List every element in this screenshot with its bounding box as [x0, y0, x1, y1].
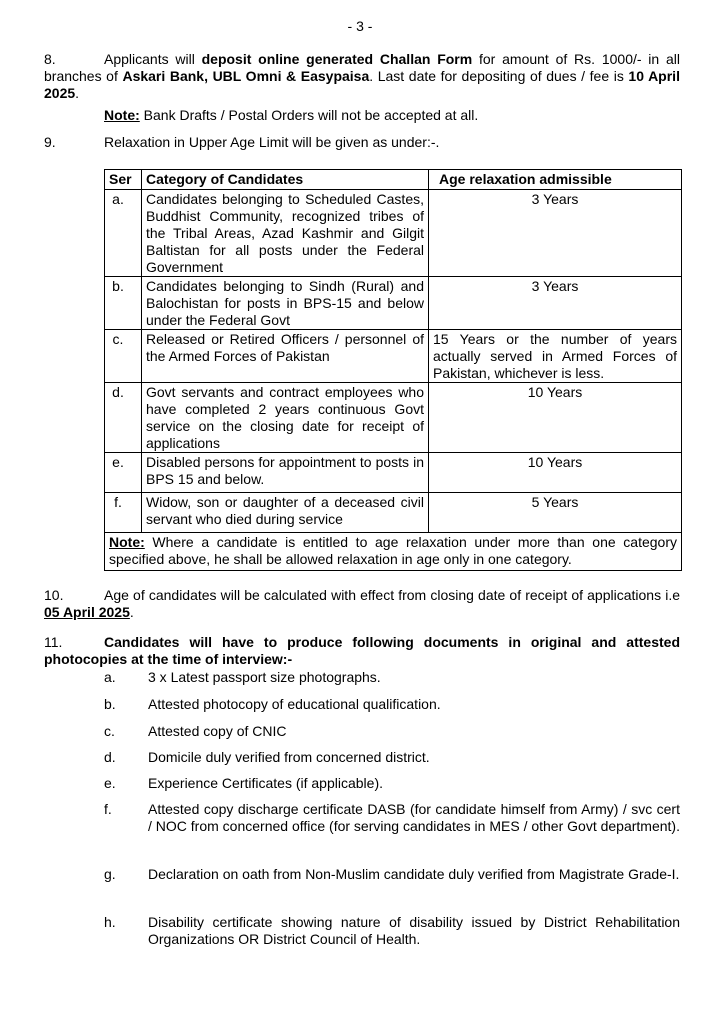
table-row	[105, 453, 682, 493]
ser-cell: e.	[105, 453, 142, 493]
paragraph-text: Age of candidates will be calculated with effect from closing date of receipt of applications i.e	[104, 587, 680, 603]
column-header: Age relaxation admissible	[429, 170, 682, 190]
list-item	[104, 866, 680, 883]
paragraph-number: 8.	[44, 51, 56, 67]
item-letter: b.	[104, 696, 116, 712]
table-note-row	[105, 533, 682, 571]
item-letter: h.	[104, 914, 116, 930]
list-item	[104, 723, 680, 740]
bold-text: Askari Bank, UBL Omni & Easypaisa	[122, 68, 370, 84]
bold-text: deposit online generated Challan Form	[201, 51, 473, 67]
table-note	[105, 533, 682, 571]
list-item	[104, 801, 680, 835]
category-cell: Released or Retired Officers / personnel of the Armed Forces of Pakistan	[142, 330, 429, 383]
category-cell: Disabled persons for appointment to posts in BPS 15 and below.	[142, 453, 429, 493]
category-cell: Candidates belonging to Sindh (Rural) and Balochistan for posts in BPS-15 and below under the Federal Govt	[142, 277, 429, 330]
paragraph-8	[44, 51, 680, 102]
column-header: Ser	[105, 170, 142, 190]
category-cell: Govt servants and contract employees who have completed 2 years continuous Govt service on the closing date for receipt of applications	[142, 383, 429, 453]
ser-cell: c.	[105, 330, 142, 383]
list-item	[104, 749, 680, 766]
item-text: Attested photocopy of educational qualification.	[148, 696, 441, 712]
age-cell: 3 Years	[429, 190, 682, 277]
paragraph-heading: Candidates will have to produce following documents in original and attested photocopies at the time of interview:-	[44, 634, 680, 667]
bank-draft-note	[104, 107, 478, 124]
item-text: Experience Certificates (if applicable).	[148, 775, 383, 791]
paragraph-number: 10.	[44, 587, 64, 603]
list-item	[104, 775, 680, 792]
item-text: Declaration on oath from Non-Muslim candidate duly verified from Magistrate Grade-I.	[148, 866, 680, 882]
age-cell: 10 Years	[429, 453, 682, 493]
paragraph-text: . Last date for depositing of dues / fee is	[369, 68, 629, 84]
paragraph-number: 9.	[44, 134, 56, 150]
category-cell: Candidates belonging to Scheduled Castes, Buddhist Community, recognized tribes of the Tribal Areas, Azad Kashmir and Gilgit Baltistan for all posts under the Federal Government	[142, 190, 429, 277]
note-label: Note:	[109, 534, 145, 550]
item-letter: f.	[104, 801, 112, 817]
item-letter: d.	[104, 749, 116, 765]
item-letter: e.	[104, 775, 116, 791]
paragraph-text: .	[129, 604, 134, 620]
item-text: Domicile duly verified from concerned district.	[148, 749, 430, 765]
age-cell: 3 Years	[429, 277, 682, 330]
age-relaxation-table	[104, 169, 682, 571]
paragraph-text: Applicants will	[104, 51, 202, 67]
list-item	[104, 669, 680, 686]
age-cell: 15 Years or the number of years actually served in Armed Forces of Pakistan, whichever is less.	[429, 330, 682, 383]
table-row	[105, 493, 682, 533]
item-letter: c.	[104, 723, 115, 739]
paragraph-text: Relaxation in Upper Age Limit will be given as under:-.	[104, 134, 440, 150]
age-cell: 10 Years	[429, 383, 682, 453]
paragraph-11	[44, 634, 680, 668]
item-letter: a.	[104, 669, 116, 685]
paragraph-number: 11.	[44, 634, 63, 650]
ser-cell: b.	[105, 277, 142, 330]
page-number: - 3 -	[347, 18, 373, 34]
ser-cell: d.	[105, 383, 142, 453]
table-row	[105, 277, 682, 330]
item-text: Attested copy discharge certificate DASB (for candidate himself from Army) / svc cert / NOC from concerned office (for serving candidates in MES / other Govt department).	[148, 801, 680, 834]
category-cell: Widow, son or daughter of a deceased civil servant who died during service	[142, 493, 429, 533]
table-header-row	[105, 170, 682, 190]
item-text: 3 x Latest passport size photographs.	[148, 669, 381, 685]
ser-cell: a.	[105, 190, 142, 277]
paragraph-text: .	[75, 85, 80, 101]
item-letter: g.	[104, 866, 116, 882]
paragraph-text: for amount of Rs. 1000/- in all branches of	[44, 51, 680, 84]
item-text: Disability certificate showing nature of disability issued by District Rehabilitation Organizations OR District Council of Health.	[148, 914, 680, 947]
table-row	[105, 330, 682, 383]
paragraph-9	[44, 134, 680, 151]
note-text: Bank Drafts / Postal Orders will not be accepted at all.	[139, 107, 479, 123]
note-text: Where a candidate is entitled to age relaxation under more than one category specified above, he shall be allowed relaxation in age only in one category.	[109, 534, 677, 567]
age-cell: 5 Years	[429, 493, 682, 533]
table-row	[105, 383, 682, 453]
table-row	[105, 190, 682, 277]
closing-date: 05 April 2025	[44, 604, 130, 620]
list-item	[104, 696, 680, 713]
deadline-date: 10 April 2025	[44, 68, 680, 101]
note-label: Note:	[104, 107, 140, 123]
paragraph-10	[44, 587, 680, 621]
ser-cell: f.	[105, 493, 142, 533]
column-header: Category of Candidates	[142, 170, 429, 190]
item-text: Attested copy of CNIC	[148, 723, 287, 739]
list-item	[104, 914, 680, 948]
